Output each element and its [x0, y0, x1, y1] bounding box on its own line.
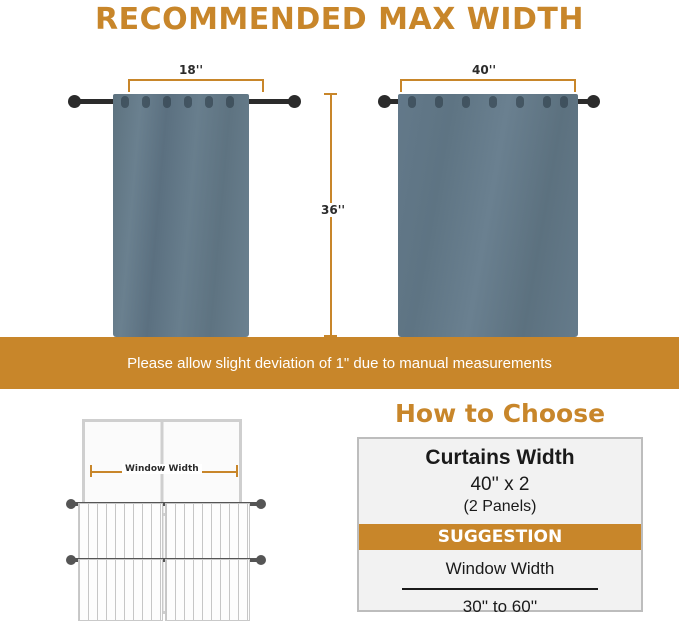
window-width-label: Window Width	[122, 464, 202, 474]
pleat	[462, 96, 470, 108]
bottom-section	[0, 389, 679, 630]
height-tick-top	[324, 93, 337, 95]
window-rod-finial-right	[256, 499, 266, 509]
right-width-label: 40''	[468, 63, 500, 77]
pleat	[142, 96, 150, 108]
pleat	[163, 96, 171, 108]
pleat	[543, 96, 551, 108]
pleat	[560, 96, 568, 108]
window-width-tick-right	[236, 465, 238, 477]
banner-text: Please allow slight deviation of 1" due to manual measurements	[127, 354, 552, 372]
curtains-width-sub: (2 Panels)	[463, 498, 537, 515]
window-width-tick-left	[90, 465, 92, 477]
pleat	[184, 96, 192, 108]
height-label: 36''	[317, 203, 349, 217]
pleat	[489, 96, 497, 108]
page-title: RECOMMENDED MAX WIDTH	[94, 2, 585, 37]
measurement-diagram	[0, 45, 679, 337]
pleat	[205, 96, 213, 108]
pleat	[435, 96, 443, 108]
pleat	[516, 96, 524, 108]
right-width-tick-end	[574, 79, 576, 92]
left-width-label: 18''	[175, 63, 207, 77]
suggestion-badge: SUGGESTION	[359, 524, 641, 550]
pleat	[226, 96, 234, 108]
curtains-width-value: 40'' x 2	[470, 474, 530, 495]
window-illustration	[60, 419, 300, 624]
tier-texture	[79, 504, 162, 562]
rod-finial-right-2	[587, 95, 600, 108]
tier-curtain-bottom-right	[165, 559, 250, 621]
curtain-pleats-left	[113, 94, 249, 116]
rod-finial-right	[288, 95, 301, 108]
left-width-tick-start	[128, 79, 130, 92]
left-width-measure-line	[128, 79, 264, 81]
tier-curtain-top-right	[165, 503, 250, 563]
pleat	[408, 96, 416, 108]
right-width-tick-start	[400, 79, 402, 92]
pleat	[121, 96, 129, 108]
window-width-heading: Window Width	[445, 559, 555, 578]
curtain-panel-left	[113, 94, 249, 337]
tier-texture	[166, 560, 249, 620]
right-width-measure-line	[400, 79, 576, 81]
card-divider	[402, 588, 598, 590]
deviation-banner	[0, 337, 679, 389]
curtains-width-title: Curtains Width	[425, 446, 575, 469]
how-to-choose-card	[357, 437, 643, 616]
how-to-choose-heading: How to Choose	[394, 399, 606, 428]
left-width-tick-end	[262, 79, 264, 92]
curtain-pleats-right	[398, 94, 578, 116]
tier-texture	[79, 560, 162, 620]
tier-texture	[166, 504, 249, 562]
curtain-panel-right	[398, 94, 578, 337]
window-rod2-finial-right	[256, 555, 266, 565]
tier-curtain-bottom-left	[78, 559, 163, 621]
window-width-range: 30'' to 60''	[462, 597, 538, 616]
tier-curtain-top-left	[78, 503, 163, 563]
